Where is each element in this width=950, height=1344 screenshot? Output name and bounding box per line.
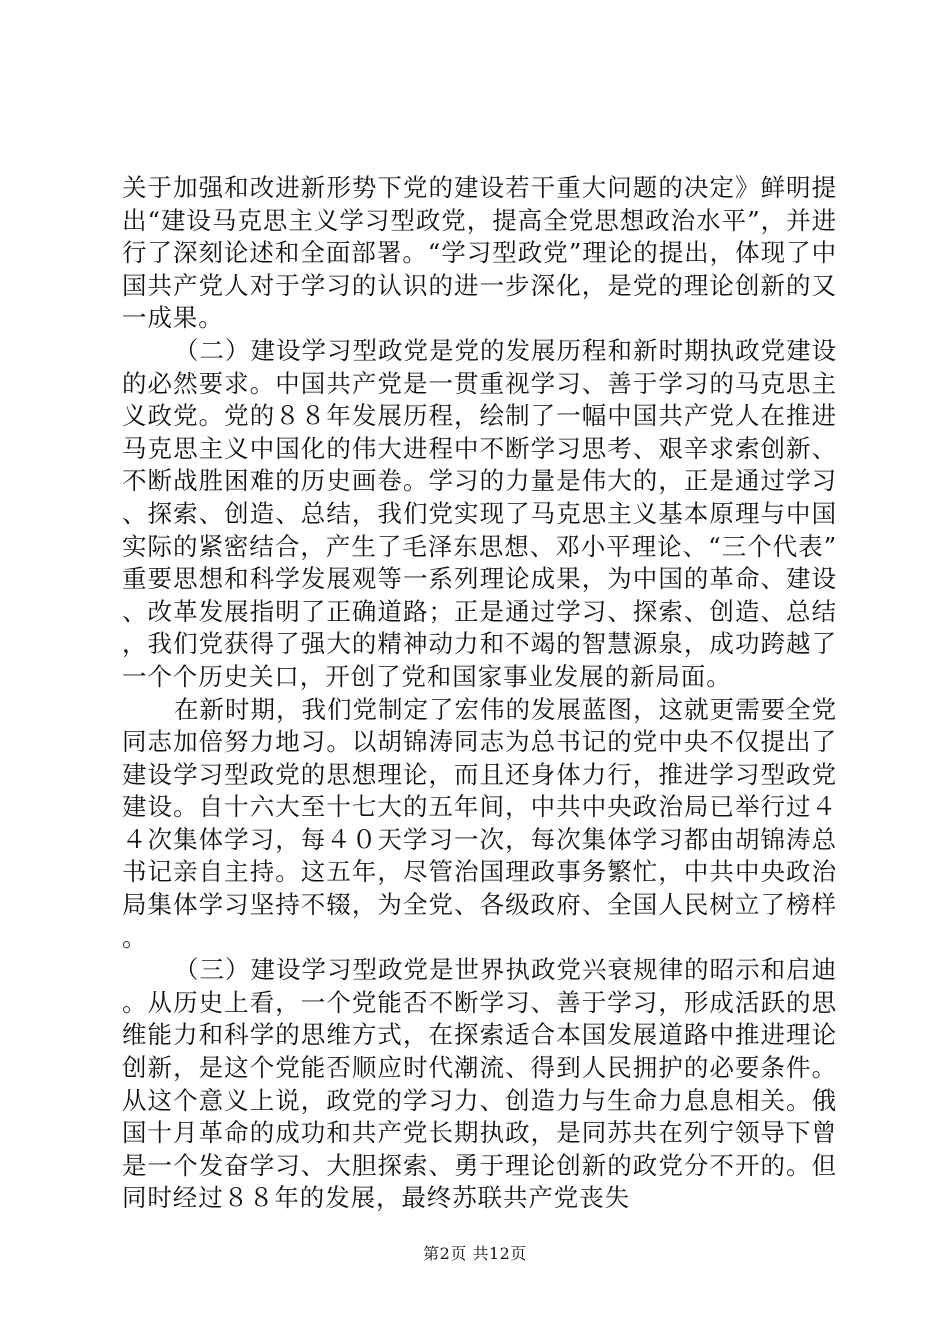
paragraph-new-period: 在新时期，我们党制定了宏伟的发展蓝图，这就更需要全党同志加倍努力地习。以胡锦涛同志为总书记的党中央不仅提出了建设学习型政党的思想理论，而且还身体力行，推进学习型政党建设。自十六大至十七大的五年间，中共中央政治局已举行过４４次集体学习，每４０天学习一次，每次集体学习都由胡锦涛总书记亲自主持。这五年，尽管治国理政事务繁忙，中共中央政治局集体学习坚持不辍，为全党、各级政府、全国人民树立了榜样。 <box>122 694 837 952</box>
paragraph-section-two: （二）建设学习型政党是党的发展历程和新时期执政党建设的必然要求。中国共产党是一贯重视学习、善于学习的马克思主义政党。党的８８年发展历程，绘制了一幅中国共产党人在推进马克思主义中国化的伟大进程中不断学习思考、艰辛求索创新、不断战胜困难的历史画卷。学习的力量是伟大的，正是通过学习、探索、创造、总结，我们党实现了马克思主义基本原理与中国实际的紧密结合，产生了毛泽东思想、邓小平理论、“三个代表”重要思想和科学发展观等一系列理论成果，为中国的革命、建设、改革发展指明了正确道路；正是通过学习、探索、创造、总结，我们党获得了强大的精神动力和不竭的智慧源泉，成功跨越了一个个历史关口，开创了党和国家事业发展的新局面。 <box>122 335 837 691</box>
document-body <box>122 172 837 1215</box>
paragraph-continuation: 关于加强和改进新形势下党的建设若干重大问题的决定》鲜明提出“建设马克思主义学习型政党，提高全党思想政治水平”，并进行了深刻论述和全面部署。“学习型政党”理论的提出，体现了中国共产党人对于学习的认识的进一步深化，是党的理论创新的又一成果。 <box>122 173 837 333</box>
paragraph-section-three: （三）建设学习型政党是世界执政党兴衰规律的昭示和启迪。从历史上看，一个党能否不断学习、善于学习，形成活跃的思维能力和科学的思维方式，在探索适合本国发展道路中推进理论创新，是这个党能否顺应时代潮流、得到人民拥护的必要条件。从这个意义上说，政党的学习力、创造力与生命力息息相关。俄国十月革命的成功和共产党长期执政，是同苏共在列宁领导下曾是一个发奋学习、大胆探索、勇于理论创新的政党分不开的。但同时经过８８年的发展，最终苏联共产党丧失 <box>122 955 837 1213</box>
page-number-footer: 第2页 共12页 <box>423 1244 527 1263</box>
